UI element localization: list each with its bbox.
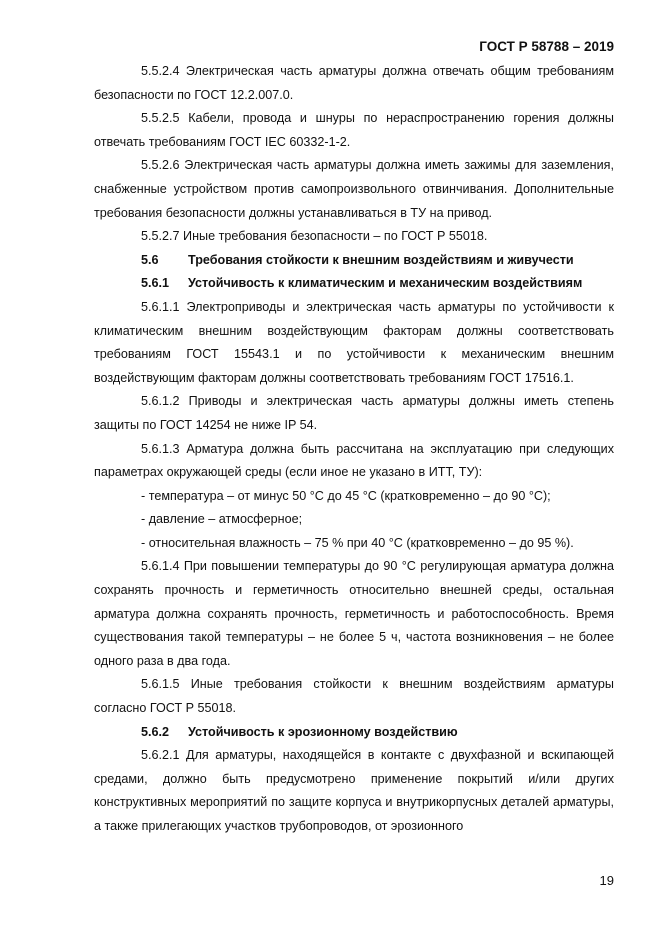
paragraph: 5.6.1.3 Арматура должна быть рассчитана на эксплуатацию при следующих параметрах окружающей среды (если иное не указано в ИТТ, ТУ): [94, 441, 614, 480]
paragraph: 5.6.1.2 Приводы и электрическая часть арматуры должны иметь степень защиты по ГОСТ 14254 не ниже IP 54. [94, 394, 614, 432]
list-item: - давление – атмосферное; [141, 512, 303, 527]
section-number: 5.6.2 [141, 724, 170, 739]
section-heading [94, 249, 614, 273]
paragraph: 5.5.2.7 Иные требования безопасности – по ГОСТ Р 55018. [141, 229, 488, 244]
document-header: ГОСТ Р 58788 – 2019 [479, 39, 614, 54]
section-title: Устойчивость к климатическим и механическим воздействиям [188, 276, 583, 291]
paragraph: 5.5.2.6 Электрическая часть арматуры должна иметь зажимы для заземления, снабженные устройством против самопроизвольного отвинчивания. Дополнительные требования безопасности должны устанавливаться в ТУ на привод. [94, 158, 614, 220]
section-heading [94, 272, 614, 296]
paragraph: 5.5.2.4 Электрическая часть арматуры должна отвечать общим требованиям безопасности по ГОСТ 12.2.007.0. [94, 64, 614, 102]
paragraph: 5.5.2.5 Кабели, провода и шнуры по нераспространению горения должны отвечать требованиям ГОСТ IEC 60332-1-2. [94, 111, 614, 149]
list-item: - температура – от минус 50 °С до 45 °С (кратковременно – до 90 °С); [141, 488, 551, 503]
page-number: 19 [599, 873, 614, 888]
list-item: - относительная влажность – 75 % при 40 °С (кратковременно – до 95 %). [141, 535, 574, 550]
paragraph: 5.6.1.5 Иные требования стойкости к внешним воздействиям арматуры согласно ГОСТ Р 55018. [94, 677, 614, 716]
paragraph: 5.6.1.4 При повышении температуры до 90 °С регулирующая арматура должна сохранять прочность и герметичность относительно внешней среды, остальная арматура должна сохранять прочность, герметичность и работоспособность. Время существования такой температуры – не более 5 ч, частота возникновения – не более одного раза в два года. [94, 559, 614, 668]
section-title: Требования стойкости к внешним воздействиям и живучести [188, 252, 574, 267]
document-body [94, 60, 614, 839]
section-number: 5.6 [141, 252, 159, 267]
paragraph: 5.6.2.1 Для арматуры, находящейся в контакте с двухфазной и вскипающей средами, должно быть предусмотрено применение покрытий и/или других конструктивных мероприятий по защите корпуса и внутрикорпусных деталей арматуры, а также прилегающих участков трубопроводов, от эрозионного [94, 748, 614, 833]
section-heading [94, 721, 614, 745]
paragraph: 5.6.1.1 Электроприводы и электрическая часть арматуры по устойчивости к климатическим внешним воздействующим факторам должны соответствовать требованиям ГОСТ 15543.1 и по устойчивости к механическим внешним воздействующим факторам должны соответствовать требованиям ГОСТ 17516.1. [94, 299, 614, 385]
section-number: 5.6.1 [141, 276, 170, 291]
section-title: Устойчивость к эрозионному воздействию [188, 724, 458, 739]
